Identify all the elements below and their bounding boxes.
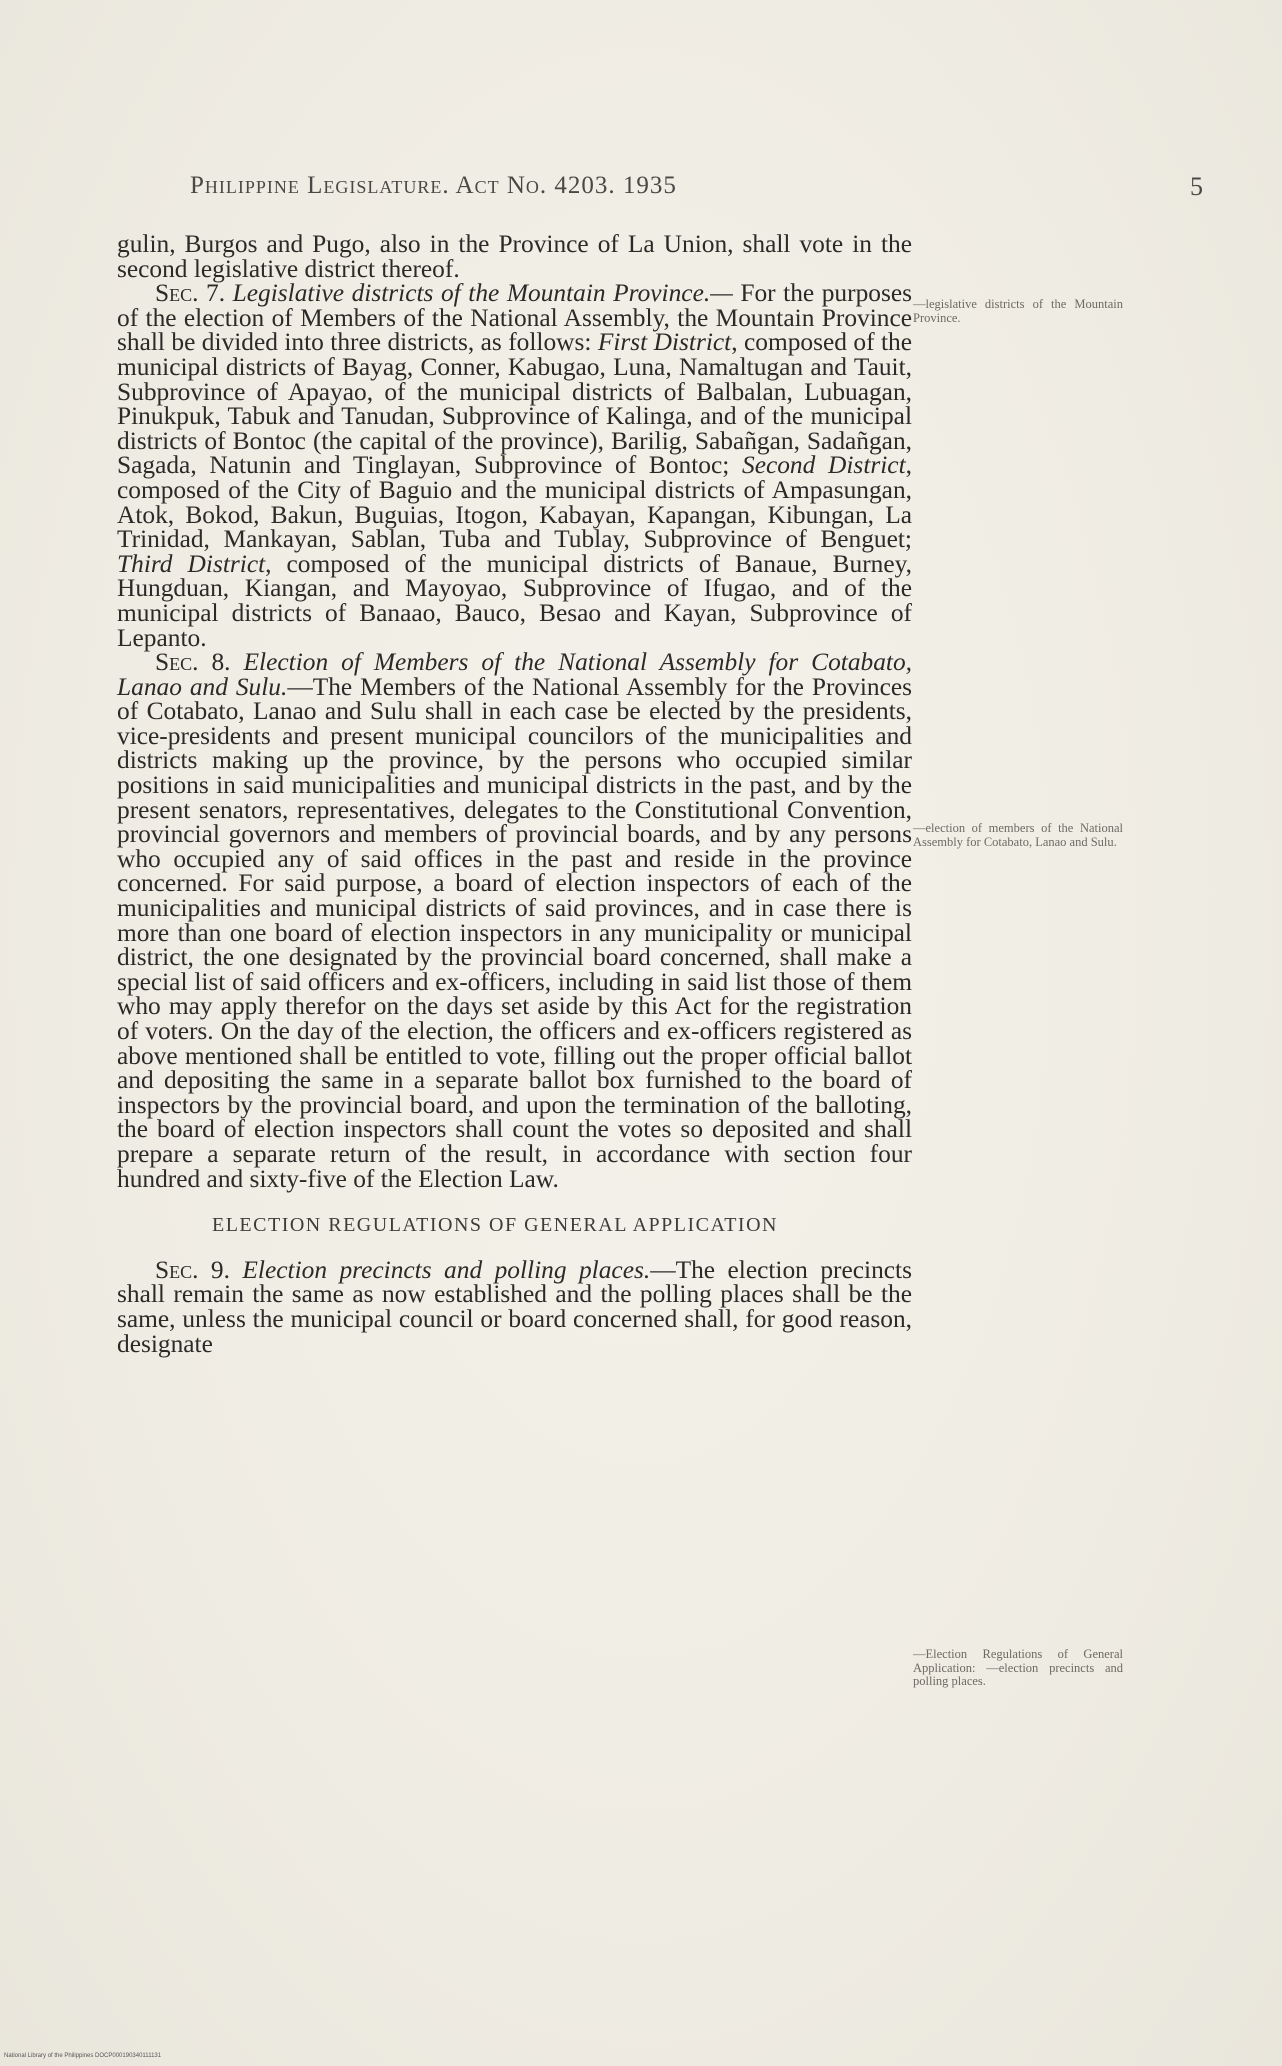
running-head-text: Philippine Legislature. Act No. 4203. 1935 xyxy=(190,172,677,199)
sidenote-cotabato-lanao-sulu: —election of members of the National Assembly for Cotabato, Lanao and Sulu. xyxy=(913,821,1123,849)
paragraph-intro: gulin, Burgos and Pugo, also in the Province of La Union, shall vote in the second legislative district thereof. xyxy=(117,230,912,283)
sidenote-mountain-province: —legislative districts of the Mountain Province. xyxy=(913,297,1123,325)
section-7-label: Sec. 7. xyxy=(155,279,226,308)
section-7-title: Legislative districts of the Mountain Province.— xyxy=(232,279,733,308)
main-text xyxy=(117,232,912,1356)
section-7-text-d: , composed of the municipal districts of Banaue, Burney, Hungduan, Kiangan, and Mayoyao, Subprovince of Ifugao, and of the municipal districts of Banaao, Bauco, Besao and Kayan, Subprovince of Lepanto. xyxy=(117,549,913,652)
section-heading: ELECTION REGULATIONS OF GENERAL APPLICATION xyxy=(212,1214,778,1237)
section-7-text-c: , composed of the City of Baguio and the municipal districts of Ampasungan, Atok, Bokod, Bakun, Buguias, Itogon, Kabayan, Kapangan, Kibungan, La Trinidad, Mankayan, Sablan, Tuba and Tublay, Subprovince of Benguet; xyxy=(117,451,912,554)
section-7 xyxy=(117,281,912,650)
section-9 xyxy=(117,1255,912,1358)
section-8-text: —The Members of the National Assembly for the Provinces of Cotabato, Lanao and Sulu shall in each case be elected by the presidents, vice-presidents and present municipal councilors of the municipalities and districts making up the province, by the persons who occupied similar positions in said municipalities and municipal districts in the past, and by the present senators, representatives, delegates to the Constitutional Convention, provincial governors and members of provincial boards, and by any persons who occupied any of said offices in the past and reside in the province concerned. For said purpose, a board of election inspectors of each of the municipalities and municipal districts of said provinces, and in case there is more than one board of election inspectors in any municipality or municipal district, the one designated by the provincial board concerned, shall make a special list of said officers and ex-officers, including in said list those of them who may apply therefor on the days set aside by this Act for the registration of voters. On the day of the election, the officers and ex-officers registered as above mentioned shall be entitled to vote, filling out the proper official ballot and depositing the same in a separate ballot box furnished to the board of inspectors by the provincial board, and upon the termination of the balloting, the board of election inspectors shall count the votes so deposited and shall prepare a separate return of the result, in accordance with section four hundred and sixty-five of the Election Law. xyxy=(117,672,912,1193)
section-7-text-a: For the purposes of the election of Members of the National Assembly, the Mountain Province shall be divided into three districts, as follows: xyxy=(117,279,912,357)
section-9-title: Election precincts and polling places. xyxy=(242,1255,651,1284)
page-number: 5 xyxy=(1190,172,1203,201)
sidenote-election-precincts: —Election Regulations of General Application: —election precincts and polling places. xyxy=(913,1647,1123,1688)
library-stamp: National Library of the Philippines DOCP000190340111131 xyxy=(4,2053,162,2059)
section-8 xyxy=(117,650,912,1191)
section-9-label: Sec. 9. xyxy=(155,1255,230,1284)
second-district-label: Second District xyxy=(742,451,906,480)
first-district-label: First District xyxy=(597,328,732,357)
section-8-title: Election of Members of the National Assembly for Cotabato, Lanao and Sulu. xyxy=(117,648,912,701)
section-7-text-b: , composed of the municipal districts of Bayag, Conner, Kabugao, Luna, Namaltugan and Tauit, Subprovince of Apayao, of the municipal districts of Balbalan, Lubuagan, Pinukpuk, Tabuk and Tanudan, Subprovince of Kalinga, and of the municipal districts of Bontoc (the capital of the province), Barilig, Sabañgan, Sadañgan, Sagada, Natunin and Tinglayan, Subprovince of Bontoc; xyxy=(117,328,912,480)
section-9-text: —The election precincts shall remain the same as now established and the polling places shall be the same, unless the municipal council or board concerned shall, for good reason, designate xyxy=(117,1255,912,1358)
third-district-label: Third District xyxy=(117,549,266,578)
section-8-label: Sec. 8. xyxy=(155,648,231,677)
running-head xyxy=(190,172,840,200)
